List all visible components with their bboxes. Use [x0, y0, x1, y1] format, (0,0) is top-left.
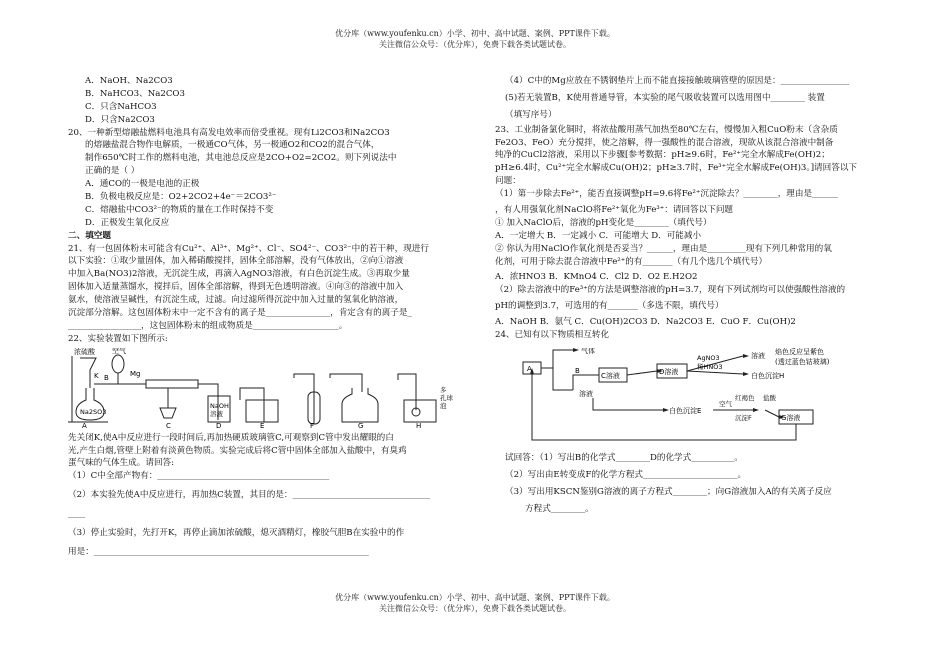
q20-option-a: A．通CO的一极是电池的正极	[85, 179, 200, 190]
node-white-e: 白色沉淀E	[669, 406, 702, 415]
cobalt-glass-text: (透过蓝色钴玻璃)	[775, 357, 830, 366]
q19-option-a: A．NaOH、Na2CO3	[85, 76, 173, 86]
label-bulb-2: 孔球	[440, 393, 453, 402]
section-fill-in: 二、填空题	[68, 230, 111, 241]
node-b: B	[575, 366, 580, 375]
conversion-diagram	[513, 348, 893, 448]
q20-option-d: D．正极发生氧化反应	[85, 217, 170, 228]
q21-line-6: 沉淀部分溶解。这包固体粉末中一定不含有的离子是_______________，肯定含有的离子是_	[68, 308, 412, 319]
q22-sub-3-cont: 用是：________________________________________________________________	[68, 546, 369, 557]
label-c: C	[166, 421, 171, 428]
q23-stem-4: pH≥6.4时，Cu²⁺完全水解成Cu(OH)2；pH≥3.7时，Fe³⁺完全水解成Fe(OH)3。]请回答以下	[495, 163, 858, 174]
q23-stem-3: 纯净的CuCl2溶液，采用以下步骤[参考数据：pH≥9.6时，Fe²⁺完全水解成Fe(OH)2；	[495, 150, 830, 161]
q22-sub-2-cont: ____	[68, 509, 86, 520]
q22-text-3: 蛋气味的气体生成。请回答:	[68, 458, 175, 469]
label-conc-acid: 浓硫酸	[74, 347, 95, 356]
q21-line-4: 固体加入适量蒸馏水，搅拌后，固体全部溶解，得到无色透明溶液。④向③的溶液中加入	[68, 282, 404, 293]
q20-stem-3: 制作650℃时工作的燃料电池，其电池总反应是2CO+O2=2CO2。则下列说法中	[85, 153, 397, 164]
q22-title: 22、实验装置如下图所示:	[68, 333, 168, 344]
q22-text-1: 先关闭K,使A中反应进行一段时间后,再加热硬质玻璃管C,可观察到C管中发出耀眼的白	[68, 432, 394, 443]
q22-text-2: 光,产生白烟,管壁上附着有淡黄色物质。实验完成后将C管中固体全部加入盐酸中，有臭鸡	[68, 445, 407, 456]
q21-line-5: 氨水，使溶液呈碱性，有沉淀生成，过滤。向过滤所得沉淀中加入过量的氢氧化钠溶液，	[68, 295, 404, 306]
q21-line-3: 中加入Ba(NO3)2溶液，无沉淀生成，再滴入AgNO3溶液，有白色沉淀生成。③再取少量	[68, 269, 410, 280]
q22-sub-4: （4）C中的Mg应放在不锈钢垫片上而不能直接接触玻璃管壁的原因是：________________	[505, 76, 850, 86]
q19-option-c: C．只含NaHCO3	[85, 101, 157, 112]
q19-option-d: D．只含Na2CO3	[85, 114, 155, 125]
q21-line-2: 以下实验：①取少量固体，加入稀硝酸搅拌，固体全部溶解，没有气体放出，②向①溶液	[68, 256, 404, 267]
label-h: H	[416, 421, 422, 428]
label-na2so3: Na2SO3	[80, 407, 107, 416]
apparatus-diagram	[68, 348, 463, 428]
q20-option-b: B．负极电极反应是：O2+2CO2+4e⁻＝2CO3²⁻	[85, 192, 277, 203]
page-footer	[0, 593, 950, 615]
label-solution: 溶液	[210, 409, 223, 418]
q23-sub-1-c: ① 加入NaClO后，溶液的pH变化是________（填代号）	[495, 217, 712, 228]
flame-color-text: 焰色反应呈紫色	[775, 347, 824, 356]
q22-sub-3: （3）停止实验时，先打开K，再停止滴加浓硫酸，熄灭酒精灯，橡胶气胆B在实验中的作	[68, 528, 405, 539]
q23-stem-1: 23、工业制备氯化铜时，将浓盐酸用蒸气加热至80℃左右，慢慢加入粗CuO粉末（含杂质	[495, 124, 838, 135]
q20-stem-2: 的熔融盐混合物作电解质，一极通CO气体，另一极通O2和CO2的混合气体，	[85, 140, 380, 151]
q23-sub-2-cont: pH的调整到3.7，可选用的有_______（多选不限，填代号）	[495, 301, 724, 312]
q20-stem-1: 20、一种新型熔融盐燃料电池具有高发电效率而倍受重视。现有Li2CO3和Na2CO3	[68, 127, 390, 138]
page-header	[0, 29, 950, 51]
q23-sub-1-cont: ，有人用强氧化剂NaClO将Fe²⁺氧化为Fe³⁺：请回答以下问题	[495, 205, 734, 216]
footer-line-1: 优分库（www.youfenku.cn）小学、初中、高中试题、案例、PPT课件下载。	[335, 593, 615, 602]
q22-sub-5-cont: （填写序号）	[505, 109, 557, 120]
node-c-solution: C溶液	[601, 371, 620, 380]
reagent-agno3: AgNO3	[697, 353, 720, 362]
label-b: B	[104, 373, 109, 382]
q24-title: 24、已知有以下物质相互转化	[495, 330, 610, 341]
footer-line-2: 关注微信公众号：（优分库），免费下载各类试题试卷。	[379, 603, 571, 613]
reagent-air: 空气	[719, 399, 732, 408]
q21-line-1: 21、有一包固体粉末可能含有Cu²⁺、Al³⁺、Mg²⁺、Cl⁻、SO4²⁻、CO3²⁻中的若干种，现进行	[68, 243, 429, 254]
q23-sub-2: （2）除去溶液中的Fe³⁺的方法是调整溶液的pH=3.7，现有下列试剂均可以使强酸性溶液的	[495, 285, 846, 296]
q23-sub-1-f: A．浓HNO3 B．KMnO4 C．Cl2 D．O2 E.H2O2	[495, 272, 698, 283]
reagent-hcl: 盐酸	[763, 393, 776, 402]
q24-sub-3-cont: 方程式________。	[525, 503, 594, 514]
q23-sub-1: （1）第一步除去Fe²⁺，能否直接调整pH=9.6将Fe²⁺沉淀除去？________，理由是______	[495, 189, 838, 200]
q22-sub-5: (5)若无装置B，K使用普通导管，本实验的尾气吸收装置可以选用图中________ 装置	[505, 92, 825, 103]
q23-sub-1-e: 化剂，可用于除去混合溶液中Fe²⁺的有_______（有几个选几个填代号）	[495, 256, 768, 267]
q23-sub-1-options: A．一定增大 B．一定减小 C．可能增大 D．可能减小	[495, 230, 702, 241]
node-precip-f: 沉淀F	[735, 413, 752, 422]
label-e: E	[260, 421, 265, 428]
q24-sub-1: 试回答：（1）写出B的化学式________D的化学式__________。	[505, 452, 743, 463]
q20-stem-4: 正确的是（ ）	[85, 166, 140, 177]
label-k: K	[94, 371, 99, 380]
node-gas: 气体	[581, 347, 595, 355]
node-d-solution: D溶液	[659, 367, 679, 376]
apparatus-figure	[68, 348, 463, 428]
q24-sub-2: （2）写出由E转变成F的化学方程式______________________。	[505, 469, 747, 480]
q23-stem-5: 问题：	[495, 176, 521, 187]
label-bulb-3: 泡	[440, 401, 447, 410]
right-column	[495, 75, 890, 515]
node-red-brown: 红褐色	[735, 393, 755, 402]
label-naoh: NaOH	[210, 401, 229, 410]
header-line-2: 关注微信公众号：（优分库），免费下载各类试题试卷。	[379, 39, 571, 49]
label-a: A	[82, 421, 87, 428]
label-g: G	[358, 421, 364, 428]
label-bulb-1: 多	[440, 385, 447, 394]
node-solution-a: 溶液	[579, 389, 593, 398]
node-white-h: 白色沉淀H	[751, 371, 785, 380]
conversion-figure	[513, 348, 893, 448]
reagent-hno3: 稀HNO3	[697, 362, 723, 371]
q23-sub-1-d: ② 你认为用NaClO作氧化剂是否妥当？______，理由是_________现有下列几种常用的氧	[495, 243, 832, 254]
q23-stem-2: Fe2O3、FeO）充分搅拌，使之溶解，得一强酸性的混合溶液，现欲从该混合溶液中制备	[495, 137, 834, 148]
q22-sub-2: （2）本实验先使A中反应进行，再加热C装置，其目的是：________________________________	[68, 490, 431, 501]
q21-line-7: _________________，这包固体粉末的组成物质是____________________。	[68, 320, 348, 331]
node-g-solution: G溶液	[781, 413, 801, 422]
node-solution-out: 溶液	[751, 351, 765, 360]
label-mg: Mg	[130, 369, 141, 378]
node-a: A	[527, 364, 532, 373]
q20-option-c: C．熔融盐中CO3²⁻的物质的量在工作时保持不变	[85, 204, 274, 215]
q23-sub-2-options: A．NaOH B．氨气 C．Cu(OH)2CO3 D．Na2CO3 E．CuO F．Cu(OH)2	[495, 317, 796, 328]
q24-sub-3: （3）写出用KSCN鉴别G溶液的离子方程式________；向G溶液加入A的有关离子反应	[505, 486, 832, 497]
label-air: 空气	[112, 347, 126, 355]
header-line-1: 优分库（www.youfenku.cn）小学、初中、高中试题、案例、PPT课件下载。	[335, 29, 615, 38]
q19-option-b: B．NaHCO3、Na2CO3	[85, 88, 185, 99]
label-f: F	[310, 421, 315, 428]
label-d: D	[216, 421, 222, 428]
left-column	[68, 75, 465, 559]
q22-sub-1: （1）C中全部产物有：________________________________________	[68, 471, 330, 482]
